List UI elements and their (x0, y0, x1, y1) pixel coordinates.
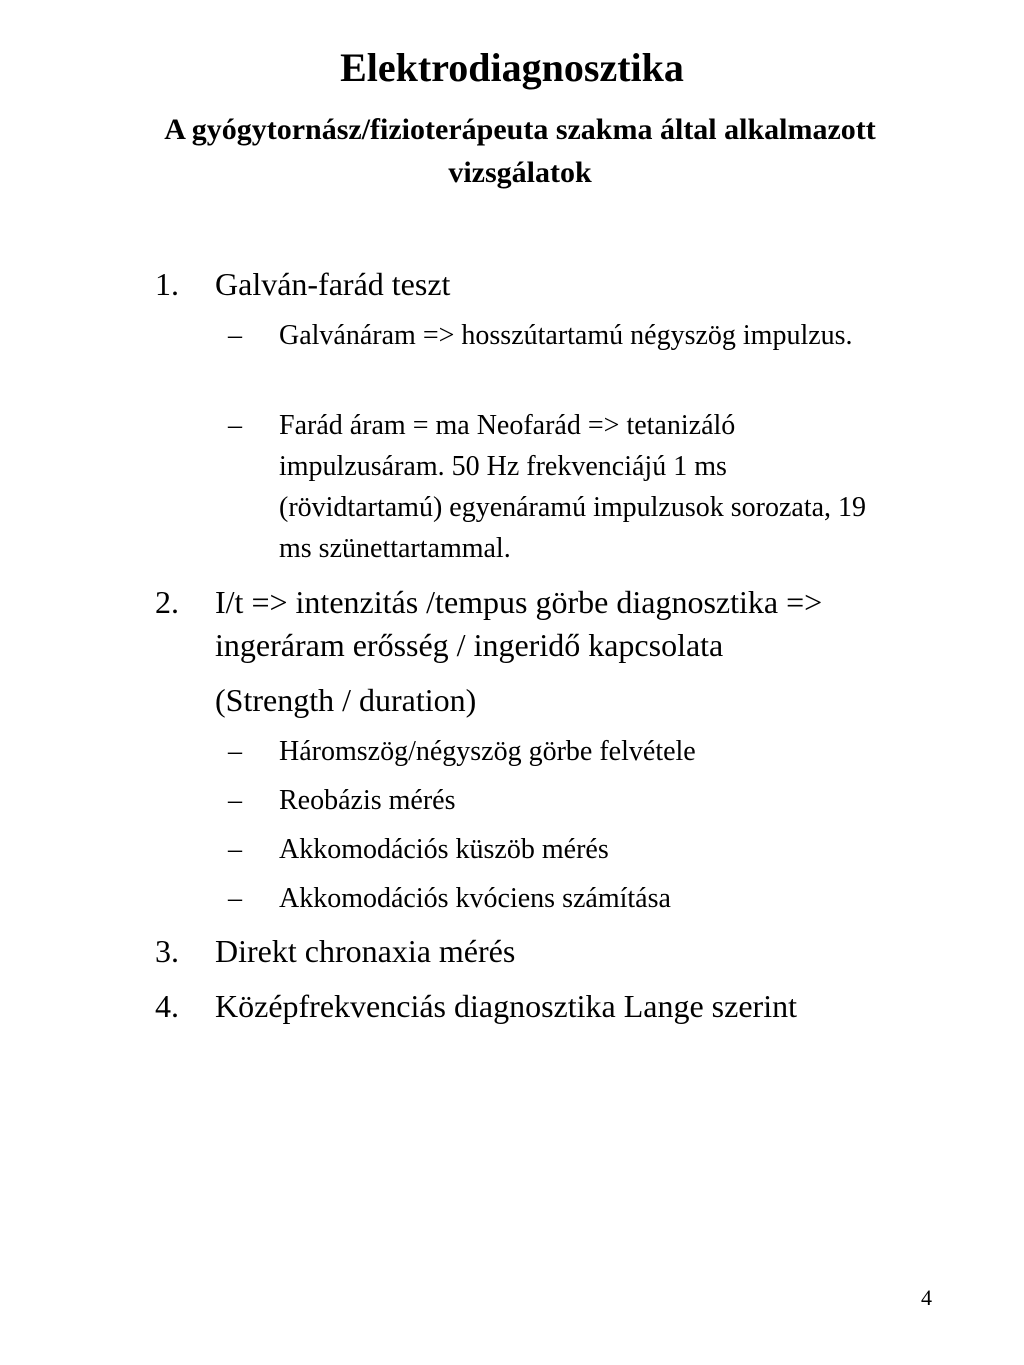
sub-item-text: Akkomodációs küszöb mérés (279, 834, 609, 865)
page-number: 4 (921, 1285, 932, 1310)
list-item-text: I/t => intenzitás /tempus görbe diagnosztika => ingeráram erősség / ingeridő kapcsolata (215, 584, 823, 663)
sub-item-text: Akkomodációs kvóciens számítása (279, 883, 671, 914)
list-number: 4. (155, 988, 179, 1024)
dash-bullet: – (228, 883, 242, 914)
slide-title: Elektrodiagnosztika (340, 45, 684, 90)
list-item-text: Direkt chronaxia mérés (215, 933, 516, 969)
sub-item-text: Reobázis mérés (279, 785, 456, 816)
dash-bullet: – (228, 736, 242, 767)
list-item-text: Galván-farád teszt (215, 266, 451, 302)
slide-subtitle: A gyógytornász/fizioterápeuta szakma által alkalmazott vizsgálatok (164, 113, 876, 189)
dash-bullet: – (228, 320, 242, 351)
list-item-text: Középfrekvenciás diagnosztika Lange szerint (215, 988, 797, 1024)
list-number: 1. (155, 266, 179, 302)
sub-item-text: Galvánáram => hosszútartamú négyszög impulzus. (279, 320, 853, 351)
list-number: 2. (155, 584, 179, 620)
list-item-2-continuation: (Strength / duration) (215, 682, 477, 718)
dash-bullet: – (228, 834, 242, 865)
sub-item-text: Farád áram = ma Neofarád => tetanizáló impulzusáram. 50 Hz frekvenciájú 1 ms (rövidtartamú) egyenáramú impulzusok sorozata, 19 ms szünettartammal. (279, 410, 867, 564)
dash-bullet: – (228, 785, 242, 816)
list-number: 3. (155, 933, 179, 969)
dash-bullet: – (228, 410, 242, 441)
sub-item-text: Háromszög/négyszög görbe felvétele (279, 736, 696, 767)
